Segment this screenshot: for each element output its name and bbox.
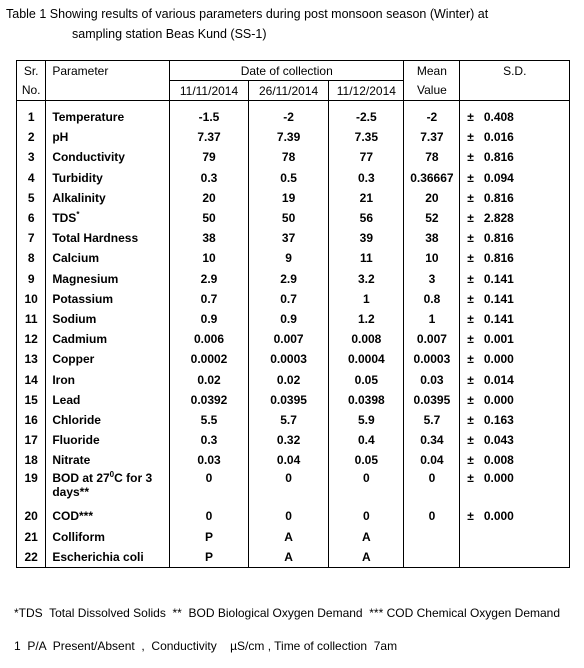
cell-parameter: Nitrate (46, 450, 170, 470)
plus-minus-symbol: ± (467, 433, 474, 448)
cell-parameter: Fluoride (46, 430, 170, 450)
header-date-3: 11/12/2014 (329, 81, 404, 101)
cell-parameter: Conductivity (46, 147, 170, 167)
header-sr: Sr. (17, 61, 46, 81)
cell-sd: ± 0.000 (460, 470, 570, 506)
table-row (17, 329, 570, 349)
cell-date-1: 0.02 (170, 369, 249, 389)
cell-date-3: 77 (329, 147, 404, 167)
cell-sd: ± 0.000 (460, 506, 570, 526)
cell-date-1: P (170, 547, 249, 568)
table-row (17, 228, 570, 248)
cell-date-1: 10 (170, 248, 249, 268)
table-row (17, 349, 570, 369)
cell-mean: 0.34 (404, 430, 460, 450)
table-row (17, 527, 570, 547)
cell-sr-no: 6 (17, 208, 46, 228)
cell-sd: ± 0.816 (460, 248, 570, 268)
cell-date-2: 0.5 (248, 168, 329, 188)
cell-date-2: 0.32 (248, 430, 329, 450)
cell-date-3: 21 (329, 188, 404, 208)
plus-minus-symbol: ± (467, 170, 474, 185)
cell-sr-no: 10 (17, 289, 46, 309)
cell-date-1: 2.9 (170, 269, 249, 289)
cell-date-2: -2 (248, 107, 329, 127)
cell-date-3: A (329, 527, 404, 547)
cell-date-1: 0.0392 (170, 390, 249, 410)
plus-minus-symbol: ± (467, 311, 474, 326)
table-row (17, 450, 570, 470)
table-row (17, 248, 570, 268)
cell-date-1: 0.7 (170, 289, 249, 309)
plus-minus-symbol: ± (467, 372, 474, 387)
cell-date-1: 0.0002 (170, 349, 249, 369)
cell-sd (460, 547, 570, 568)
cell-date-1: P (170, 527, 249, 547)
table-row (17, 390, 570, 410)
cell-parameter: Iron (46, 369, 170, 389)
plus-minus-symbol: ± (467, 509, 474, 524)
cell-sr-no: 13 (17, 349, 46, 369)
cell-parameter: Calcium (46, 248, 170, 268)
cell-sr-no: 12 (17, 329, 46, 349)
cell-parameter: Temperature (46, 107, 170, 127)
cell-date-2: 0.9 (248, 309, 329, 329)
plus-minus-symbol: ± (467, 110, 474, 125)
table-row (17, 470, 570, 506)
cell-date-3: 0.05 (329, 369, 404, 389)
plus-minus-symbol: ± (467, 352, 474, 367)
cell-sr-no: 14 (17, 369, 46, 389)
results-table (16, 60, 570, 568)
cell-date-2: 0 (248, 470, 329, 506)
cell-sr-no: 18 (17, 450, 46, 470)
cell-date-3: 0.0004 (329, 349, 404, 369)
cell-mean: 5.7 (404, 410, 460, 430)
cell-parameter: Total Hardness (46, 228, 170, 248)
plus-minus-symbol: ± (467, 130, 474, 145)
table-row (17, 168, 570, 188)
cell-sr-no: 22 (17, 547, 46, 568)
cell-parameter: pH (46, 127, 170, 147)
cell-sr-no: 1 (17, 107, 46, 127)
plus-minus-symbol: ± (467, 332, 474, 347)
cell-date-3: 0.4 (329, 430, 404, 450)
cell-parameter: Copper (46, 349, 170, 369)
table-row (17, 369, 570, 389)
cell-mean: 0.04 (404, 450, 460, 470)
cell-date-1: 0.3 (170, 430, 249, 450)
cell-parameter: TDS* (46, 208, 170, 228)
cell-date-1: 0.03 (170, 450, 249, 470)
cell-date-3: 39 (329, 228, 404, 248)
cell-date-2: 0.02 (248, 369, 329, 389)
cell-date-3: 1 (329, 289, 404, 309)
cell-sr-no: 5 (17, 188, 46, 208)
cell-mean (404, 527, 460, 547)
cell-sr-no: 4 (17, 168, 46, 188)
plus-minus-symbol: ± (467, 392, 474, 407)
cell-date-3: A (329, 547, 404, 568)
cell-sd: ± 0.094 (460, 168, 570, 188)
table-row (17, 269, 570, 289)
cell-mean (404, 547, 460, 568)
cell-date-2: 0.04 (248, 450, 329, 470)
cell-date-1: -1.5 (170, 107, 249, 127)
cell-mean: 0 (404, 470, 460, 506)
cell-sd: ± 0.043 (460, 430, 570, 450)
table-row (17, 410, 570, 430)
cell-mean: 0 (404, 506, 460, 526)
table-row (17, 309, 570, 329)
cell-sr-no: 17 (17, 430, 46, 450)
cell-parameter: Potassium (46, 289, 170, 309)
table-body (17, 101, 570, 568)
plus-minus-symbol: ± (467, 471, 474, 486)
cell-date-3: 0.008 (329, 329, 404, 349)
cell-date-1: 0 (170, 470, 249, 506)
cell-date-2: 9 (248, 248, 329, 268)
cell-date-2: 37 (248, 228, 329, 248)
cell-sr-no: 2 (17, 127, 46, 147)
cell-parameter: Turbidity (46, 168, 170, 188)
header-parameter: Parameter (46, 61, 170, 81)
cell-sr-no: 21 (17, 527, 46, 547)
table-row (17, 147, 570, 167)
table-row (17, 107, 570, 127)
cell-sr-no: 15 (17, 390, 46, 410)
header-date-group: Date of collection (170, 61, 404, 81)
cell-date-3: 0.0398 (329, 390, 404, 410)
table-row (17, 127, 570, 147)
cell-date-3: 0.05 (329, 450, 404, 470)
plus-minus-symbol: ± (467, 231, 474, 246)
cell-date-1: 38 (170, 228, 249, 248)
cell-sd: ± 0.816 (460, 188, 570, 208)
cell-mean: 20 (404, 188, 460, 208)
cell-sd: ± 0.408 (460, 107, 570, 127)
cell-date-1: 79 (170, 147, 249, 167)
cell-sr-no: 11 (17, 309, 46, 329)
cell-date-2: 19 (248, 188, 329, 208)
cell-mean: 0.0003 (404, 349, 460, 369)
cell-sd: ± 0.000 (460, 390, 570, 410)
cell-mean: 78 (404, 147, 460, 167)
header-date-1: 11/11/2014 (170, 81, 249, 101)
cell-date-1: 0.3 (170, 168, 249, 188)
cell-date-3: 56 (329, 208, 404, 228)
cell-date-2: A (248, 527, 329, 547)
cell-sr-no: 20 (17, 506, 46, 526)
cell-parameter: BOD at $27^0C$ for 3 days** (46, 470, 170, 506)
footnote-abbreviations: *TDS Total Dissolved Solids ** BOD Biological Oxygen Demand *** COD Chemical Oxygen Demand (14, 606, 561, 620)
plus-minus-symbol: ± (467, 453, 474, 468)
cell-sr-no: 16 (17, 410, 46, 430)
cell-date-3: 0 (329, 470, 404, 506)
table-row (17, 547, 570, 568)
cell-mean: -2 (404, 107, 460, 127)
cell-sd: ± 0.141 (460, 289, 570, 309)
cell-sd: ± 0.163 (460, 410, 570, 430)
cell-date-1: 0.9 (170, 309, 249, 329)
cell-mean: 0.8 (404, 289, 460, 309)
cell-mean: 0.0395 (404, 390, 460, 410)
cell-date-1: 50 (170, 208, 249, 228)
cell-date-2: 0.0003 (248, 349, 329, 369)
cell-sd: ± 0.008 (460, 450, 570, 470)
cell-sd: ± 0.141 (460, 269, 570, 289)
table-row (17, 289, 570, 309)
cell-date-3: 0 (329, 506, 404, 526)
cell-date-2: A (248, 547, 329, 568)
plus-minus-symbol: ± (467, 271, 474, 286)
cell-mean: 3 (404, 269, 460, 289)
footnote-units: 1 P/A Present/Absent , Conductivity µS/cm , Time of collection 7am (14, 639, 398, 653)
table-row (17, 208, 570, 228)
cell-parameter: Escherichia coli (46, 547, 170, 568)
cell-date-3: 1.2 (329, 309, 404, 329)
plus-minus-symbol: ± (467, 211, 474, 226)
cell-date-2: 5.7 (248, 410, 329, 430)
cell-sd: ± 0.001 (460, 329, 570, 349)
caption-line-2: sampling station Beas Kund (SS-1) (72, 27, 267, 41)
cell-date-3: 7.35 (329, 127, 404, 147)
cell-date-3: 0.3 (329, 168, 404, 188)
header-sd: S.D. (460, 61, 570, 81)
header-mean-line2: Value (404, 81, 460, 101)
cell-mean: 0.007 (404, 329, 460, 349)
cell-parameter: Cadmium (46, 329, 170, 349)
cell-date-3: -2.5 (329, 107, 404, 127)
cell-parameter: Magnesium (46, 269, 170, 289)
cell-date-2: 78 (248, 147, 329, 167)
cell-sr-no: 7 (17, 228, 46, 248)
caption-line-1: Table 1 Showing results of various parameters during post monsoon season (Winter) at (6, 7, 489, 21)
plus-minus-symbol: ± (467, 150, 474, 165)
cell-mean: 10 (404, 248, 460, 268)
table-row (17, 430, 570, 450)
cell-sr-no: 3 (17, 147, 46, 167)
cell-parameter: Sodium (46, 309, 170, 329)
cell-date-2: 0.7 (248, 289, 329, 309)
cell-sr-no: 19 (17, 470, 46, 506)
cell-mean: 0.03 (404, 369, 460, 389)
table-row (17, 506, 570, 526)
cell-date-2: 2.9 (248, 269, 329, 289)
cell-date-3: 5.9 (329, 410, 404, 430)
cell-date-2: 0.0395 (248, 390, 329, 410)
cell-mean: 7.37 (404, 127, 460, 147)
plus-minus-symbol: ± (467, 190, 474, 205)
cell-date-2: 7.39 (248, 127, 329, 147)
cell-date-3: 3.2 (329, 269, 404, 289)
cell-date-1: 7.37 (170, 127, 249, 147)
header-mean: Mean (404, 61, 460, 81)
cell-sr-no: 8 (17, 248, 46, 268)
plus-minus-symbol: ± (467, 412, 474, 427)
cell-sd: ± 0.016 (460, 127, 570, 147)
cell-sd (460, 527, 570, 547)
cell-date-1: 20 (170, 188, 249, 208)
cell-sd: ± 0.816 (460, 228, 570, 248)
plus-minus-symbol: ± (467, 291, 474, 306)
plus-minus-symbol: ± (467, 251, 474, 266)
cell-date-2: 50 (248, 208, 329, 228)
table-row (17, 188, 570, 208)
cell-mean: 38 (404, 228, 460, 248)
cell-date-2: 0 (248, 506, 329, 526)
cell-mean: 1 (404, 309, 460, 329)
cell-sd: ± 2.828 (460, 208, 570, 228)
cell-date-1: 0 (170, 506, 249, 526)
cell-parameter: COD*** (46, 506, 170, 526)
cell-parameter: Lead (46, 390, 170, 410)
cell-parameter: Chloride (46, 410, 170, 430)
cell-sd: ± 0.816 (460, 147, 570, 167)
header-sr-line2: No. (17, 81, 46, 101)
cell-sd: ± 0.014 (460, 369, 570, 389)
cell-date-2: 0.007 (248, 329, 329, 349)
cell-sd: ± 0.000 (460, 349, 570, 369)
cell-mean: 52 (404, 208, 460, 228)
cell-sr-no: 9 (17, 269, 46, 289)
cell-mean: 0.36667 (404, 168, 460, 188)
cell-date-1: 5.5 (170, 410, 249, 430)
cell-sd: ± 0.141 (460, 309, 570, 329)
cell-date-3: 11 (329, 248, 404, 268)
table-caption (6, 4, 576, 44)
cell-date-1: 0.006 (170, 329, 249, 349)
header-date-2: 26/11/2014 (248, 81, 329, 101)
cell-parameter: Colliform (46, 527, 170, 547)
cell-parameter: Alkalinity (46, 188, 170, 208)
